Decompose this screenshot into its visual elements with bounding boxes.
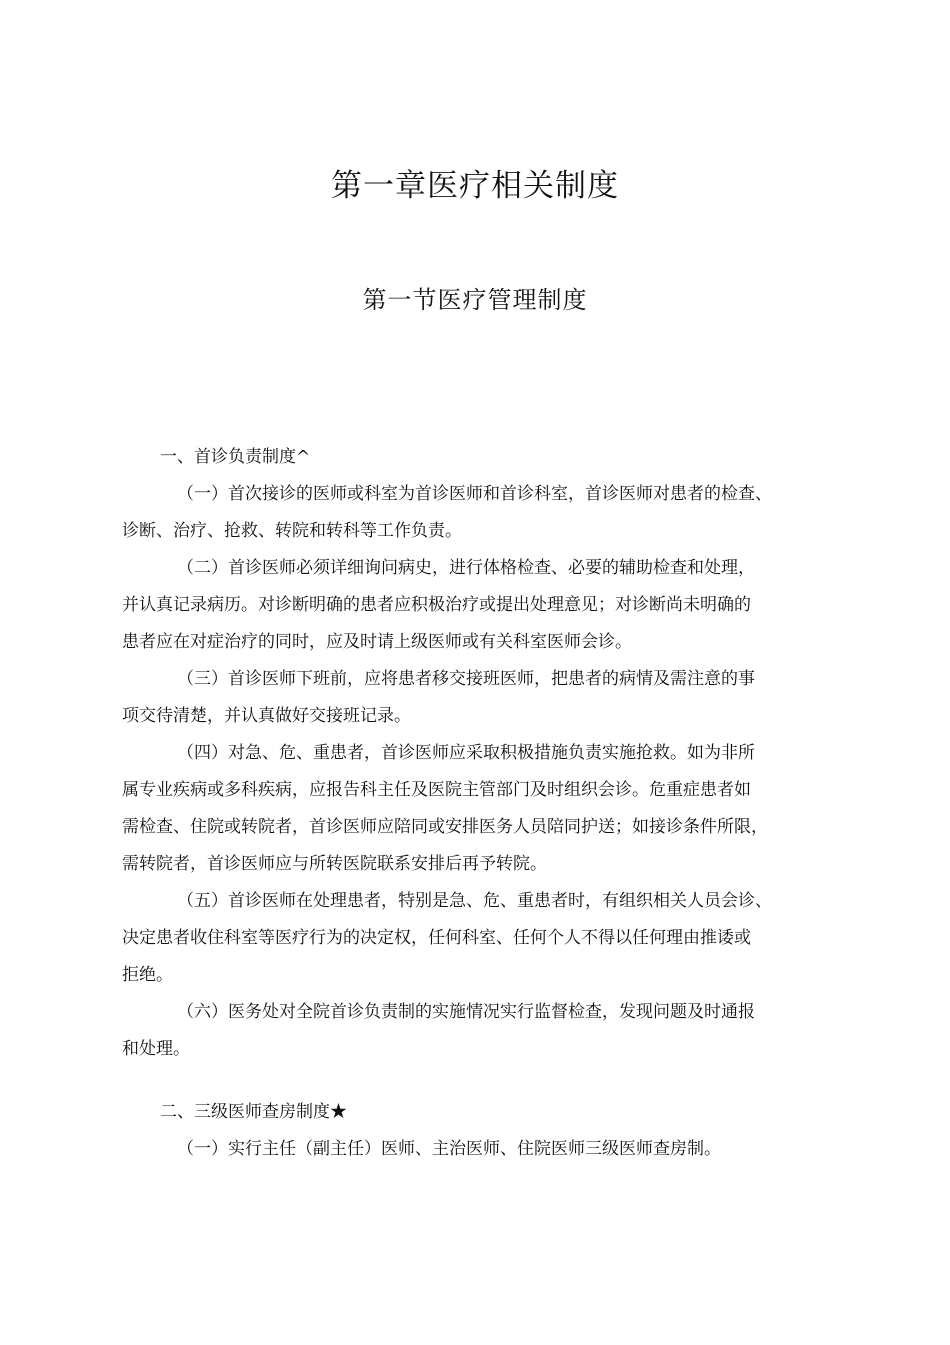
paragraph-line: 患者应在对症治疗的同时，应及时请上级医师或有关科室医师会诊。 xyxy=(122,632,632,652)
paragraph-line: 并认真记录病历。对诊断明确的患者应积极治疗或提出处理意见；对诊断尚未明确的 xyxy=(122,595,751,615)
paragraph-line: （一）首次接诊的医师或科室为首诊医师和首诊科室，首诊医师对患者的检查、 xyxy=(177,484,772,504)
paragraph-3 xyxy=(122,661,842,735)
paragraph-line: 属专业疾病或多科疾病，应报告科主任及医院主管部门及时组织会诊。危重症患者如 xyxy=(122,780,751,800)
paragraph-line: 需转院者，首诊医师应与所转医院联系安排后再予转院。 xyxy=(122,854,547,874)
paragraph-line: 诊断、治疗、抢救、转院和转科等工作负责。 xyxy=(122,521,462,541)
paragraph-line: （一）实行主任（副主任）医师、主治医师、住院医师三级医师查房制。 xyxy=(177,1139,721,1159)
section-title: 第一节医疗管理制度 xyxy=(362,286,588,314)
paragraph-2 xyxy=(122,550,842,661)
regulation-first-visit xyxy=(122,439,842,1068)
paragraph-4 xyxy=(122,735,842,883)
item-heading: 二、三级医师查房制度★ xyxy=(160,1102,347,1122)
paragraph-1 xyxy=(122,476,842,550)
item-heading: 一、首诊负责制度^ xyxy=(160,447,311,467)
chapter-title: 第一章医疗相关制度 xyxy=(331,168,619,204)
paragraph-6 xyxy=(122,994,842,1068)
paragraph-5 xyxy=(122,883,842,994)
paragraph-line: （四）对急、危、重患者，首诊医师应采取积极措施负责实施抢救。如为非所 xyxy=(177,743,755,763)
paragraph-1 xyxy=(122,1131,842,1168)
paragraph-line: 需检查、住院或转院者，首诊医师应陪同或安排医务人员陪同护送；如接诊条件所限， xyxy=(122,817,768,837)
paragraph-line: （二）首诊医师必须详细询问病史，进行体格检查、必要的辅助检查和处理， xyxy=(177,558,755,578)
paragraph-line: （五）首诊医师在处理患者，特别是急、危、重患者时，有组织相关人员会诊、 xyxy=(177,891,772,911)
paragraph-line: 决定患者收住科室等医疗行为的决定权，任何科室、任何个人不得以任何理由推诿或 xyxy=(122,928,751,948)
paragraph-line: 拒绝。 xyxy=(122,965,173,985)
regulation-three-level-rounds xyxy=(122,1094,842,1168)
paragraph-line: 和处理。 xyxy=(122,1039,190,1059)
paragraph-line: （六）医务处对全院首诊负责制的实施情况实行监督检查，发现问题及时通报 xyxy=(177,1002,755,1022)
paragraph-line: 项交待清楚，并认真做好交接班记录。 xyxy=(122,706,411,726)
paragraph-line: （三）首诊医师下班前，应将患者移交接班医师，把患者的病情及需注意的事 xyxy=(177,669,755,689)
